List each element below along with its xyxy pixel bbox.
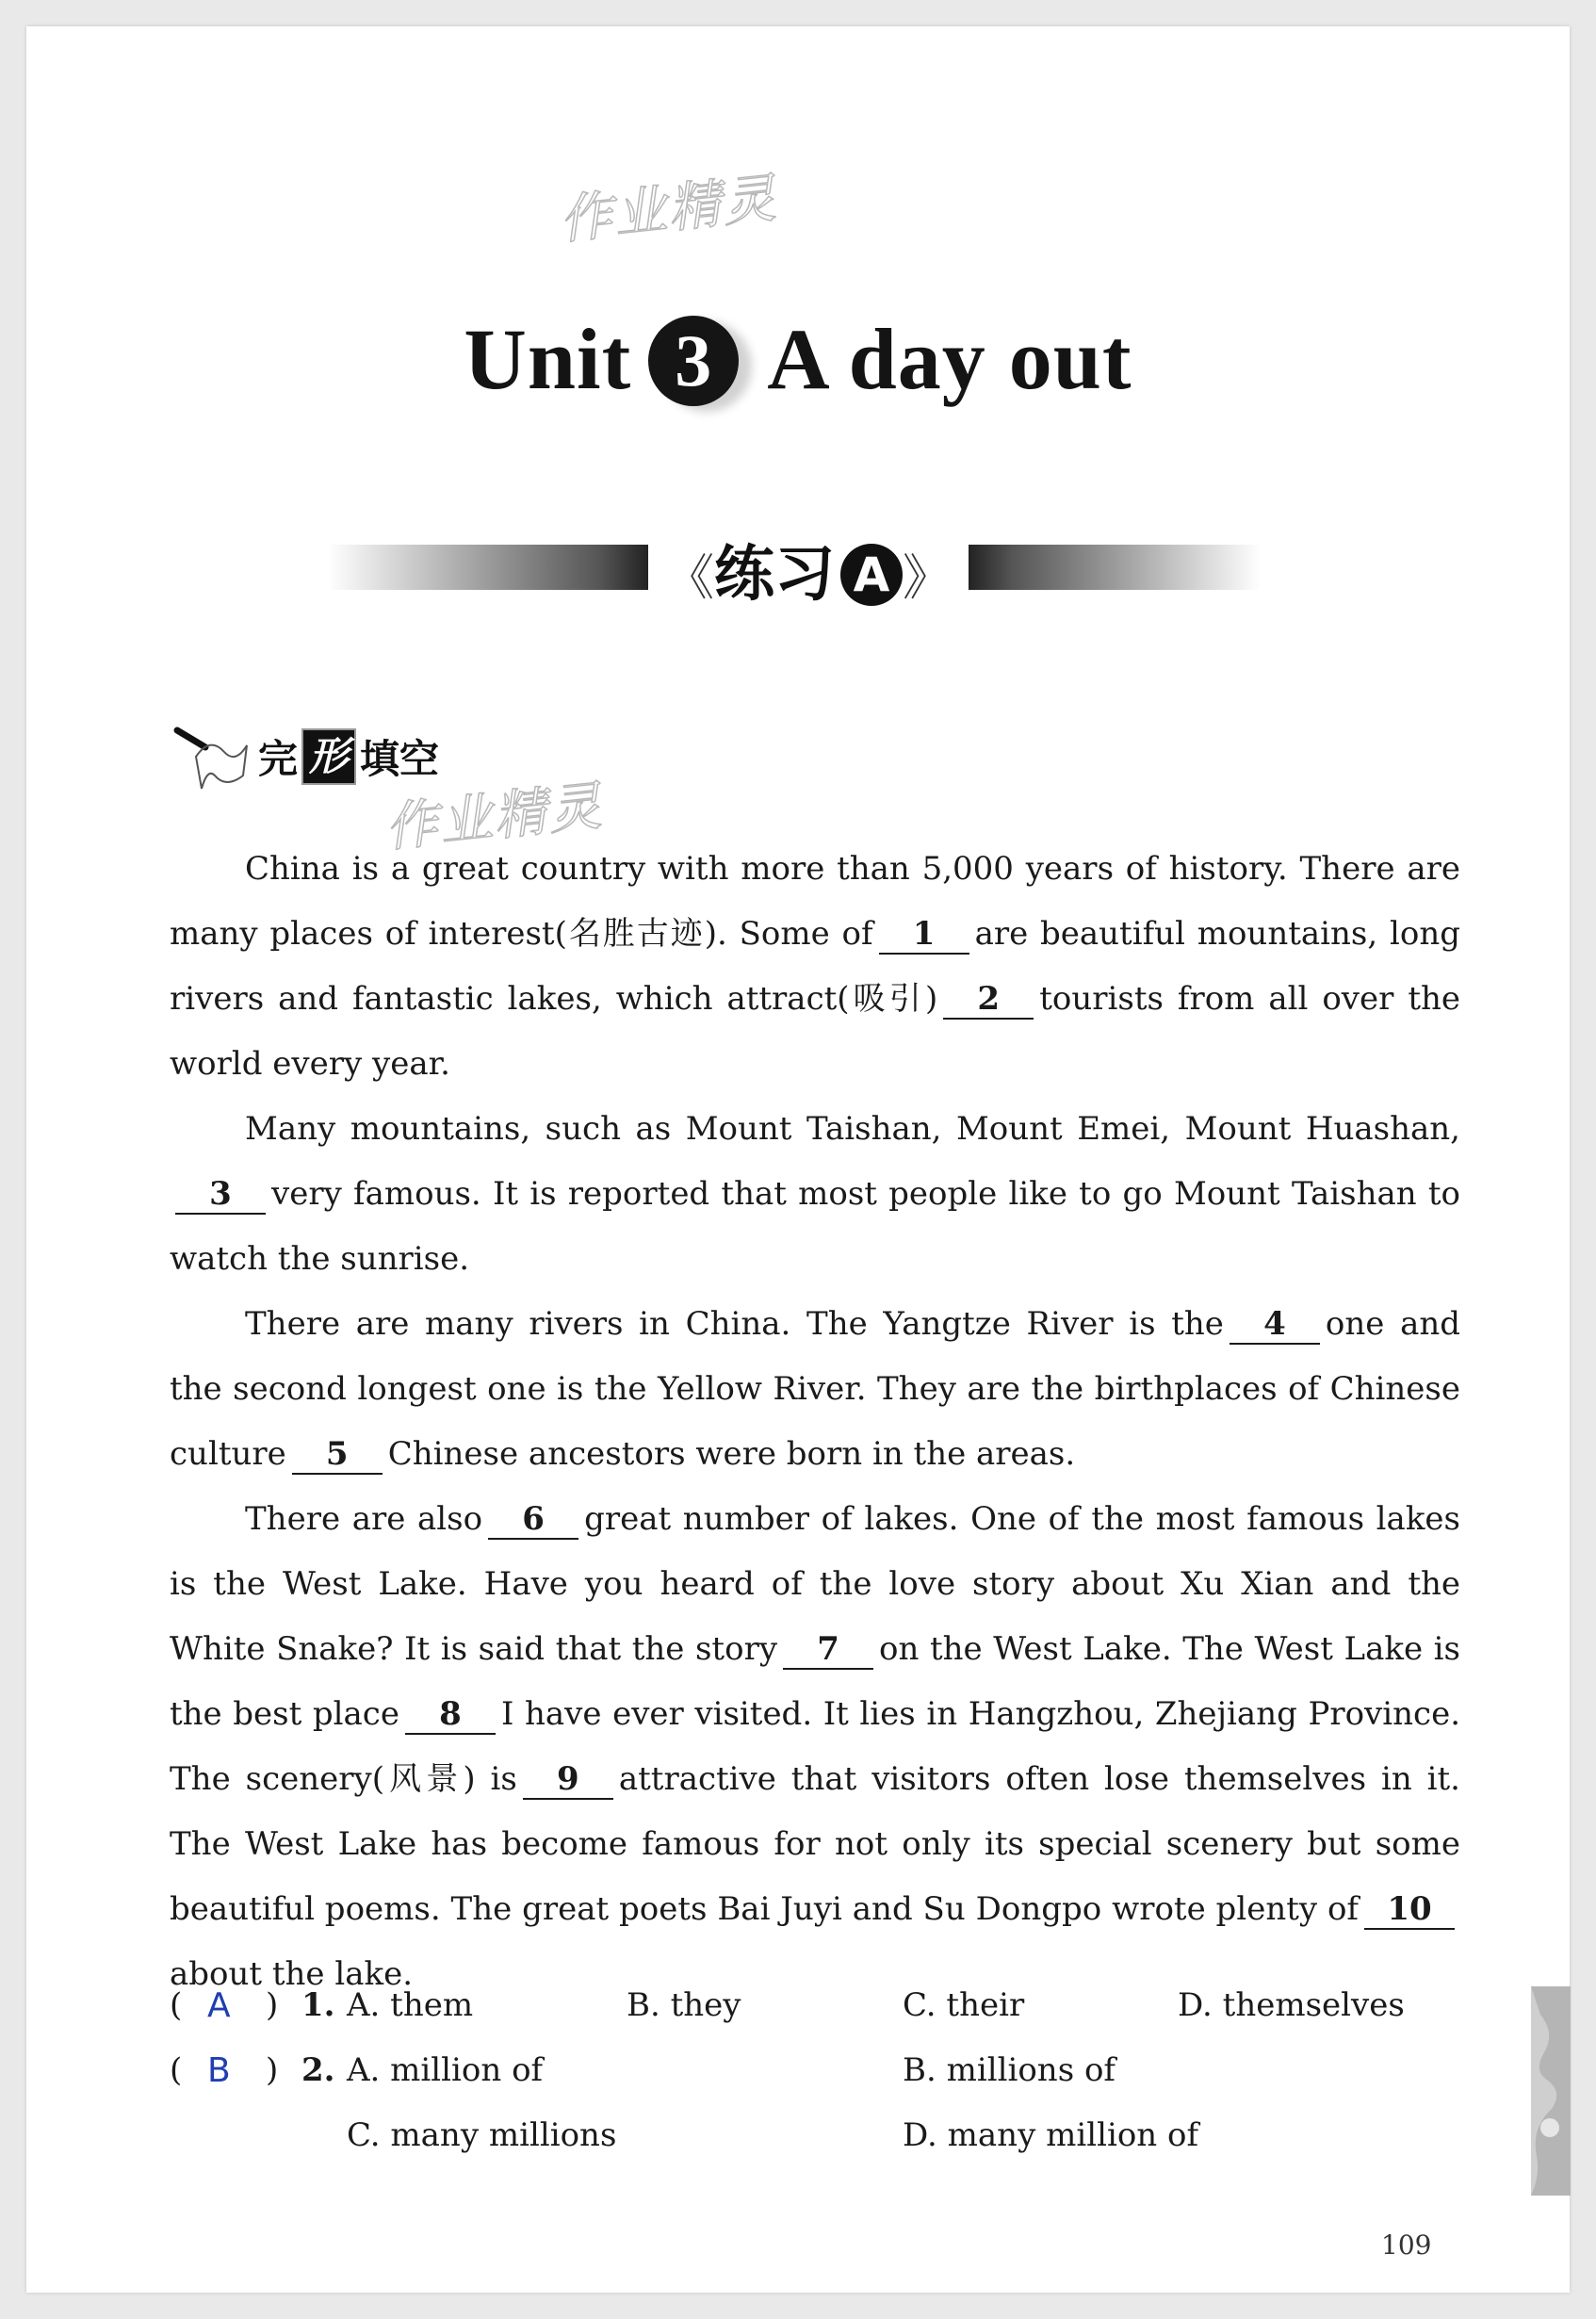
passage-text: about the lake.	[170, 1955, 414, 1993]
unit-number-badge: 3	[648, 316, 739, 406]
blank-8: 8	[405, 1695, 496, 1735]
left-bracket: 《	[664, 550, 714, 607]
exercise-label: 练习	[714, 540, 835, 610]
passage-text: China is a great country with more than 5,000 years of history. There are many places of interest(名胜古迹). Some of	[170, 850, 1460, 953]
page	[26, 26, 1570, 2293]
watermark: 作业精灵	[556, 168, 781, 252]
exercise-band-left	[328, 545, 648, 590]
blank-9: 9	[523, 1760, 613, 1800]
paren-close: )	[266, 2051, 279, 2089]
blank-2: 2	[943, 980, 1034, 1020]
option-d: D. themselves	[1178, 1986, 1405, 2024]
option-c: C. their	[903, 1986, 1025, 2024]
option-c: C. many millions	[347, 2116, 617, 2154]
scroll-pen-icon	[168, 719, 252, 794]
page-number: 109	[1381, 2229, 1432, 2261]
blank-1: 1	[879, 915, 969, 955]
question-number: 1.	[301, 1986, 335, 2024]
blank-4: 4	[1230, 1305, 1320, 1345]
blank-7: 7	[783, 1630, 873, 1670]
paragraph-1	[170, 837, 1460, 1097]
paragraph-3	[170, 1292, 1460, 1487]
passage-text: one and the second longest one is the Yellow River. They are the birthplaces of Chinese culture	[170, 1305, 1460, 1473]
paragraph-4	[170, 1487, 1460, 2007]
paren-open: (	[170, 1986, 183, 2024]
paragraph-2	[170, 1097, 1460, 1292]
section-char-3: 填空	[360, 736, 440, 782]
answer-2: B	[207, 2051, 231, 2090]
passage-text: There are also	[245, 1500, 483, 1538]
page-edge-ornament	[1531, 1986, 1571, 2196]
section-heading	[168, 719, 439, 794]
passage-text: I have ever visited. It lies in Hangzhou, Zhejiang Province. The scenery(风景) is	[170, 1695, 1461, 1798]
option-a: A. them	[347, 1986, 474, 2024]
passage-text: attractive that visitors often lose themselves in it. The West Lake has become famous for not only its special scenery but some beautiful poems. The great poets Bai Juyi and Su Dongpo wrote plenty of	[170, 1760, 1460, 1928]
blank-5: 5	[292, 1435, 383, 1475]
passage-text: tourists from all over the world every year.	[170, 980, 1461, 1083]
exercise-letter-badge: A	[840, 544, 903, 606]
cloze-passage	[170, 837, 1460, 2007]
passage-text: Chinese ancestors were born in the areas.	[387, 1435, 1076, 1473]
blank-10: 10	[1364, 1890, 1455, 1930]
unit-title	[26, 309, 1570, 414]
section-char-1: 完	[258, 736, 299, 782]
passage-text: very famous. It is reported that most people like to go Mount Taishan to watch the sunrise.	[170, 1175, 1460, 1278]
paren-open: (	[170, 2051, 183, 2089]
blank-3: 3	[175, 1175, 266, 1215]
question-2	[170, 2051, 1460, 2099]
option-b: B. they	[627, 1986, 741, 2024]
exercise-band-right	[969, 545, 1261, 590]
passage-text: are beautiful mountains, long rivers and fantastic lakes, which attract(吸引)	[170, 915, 1460, 1018]
passage-text: great number of lakes. One of the most famous lakes is the West Lake. Have you heard of the love story about Xu Xian and the White Snake? It is said that the story	[170, 1500, 1460, 1668]
passage-text: There are many rivers in China. The Yangtze River is the	[245, 1305, 1224, 1343]
watermark: 作业精灵	[382, 776, 607, 859]
blank-6: 6	[488, 1500, 578, 1540]
passage-text: on the West Lake. The West Lake is the best place	[170, 1630, 1460, 1733]
option-b: B. millions of	[903, 2051, 1116, 2089]
question-1	[170, 1986, 1460, 2033]
question-number: 2.	[301, 2051, 335, 2089]
paren-close: )	[266, 1986, 279, 2024]
answer-1: A	[207, 1986, 231, 2025]
unit-word: Unit	[464, 311, 632, 407]
unit-subtitle: A day out	[767, 311, 1132, 407]
right-bracket: 》	[903, 550, 953, 607]
option-a: A. million of	[347, 2051, 544, 2089]
swirl-ornament-icon	[1531, 1986, 1571, 2196]
exercise-heading	[648, 526, 969, 612]
option-d: D. many million of	[903, 2116, 1199, 2154]
section-char-boxed: 形	[301, 728, 356, 785]
question-2-cont	[170, 2116, 1460, 2164]
passage-text: Many mountains, such as Mount Taishan, Mount Emei, Mount Huashan,	[245, 1110, 1460, 1148]
